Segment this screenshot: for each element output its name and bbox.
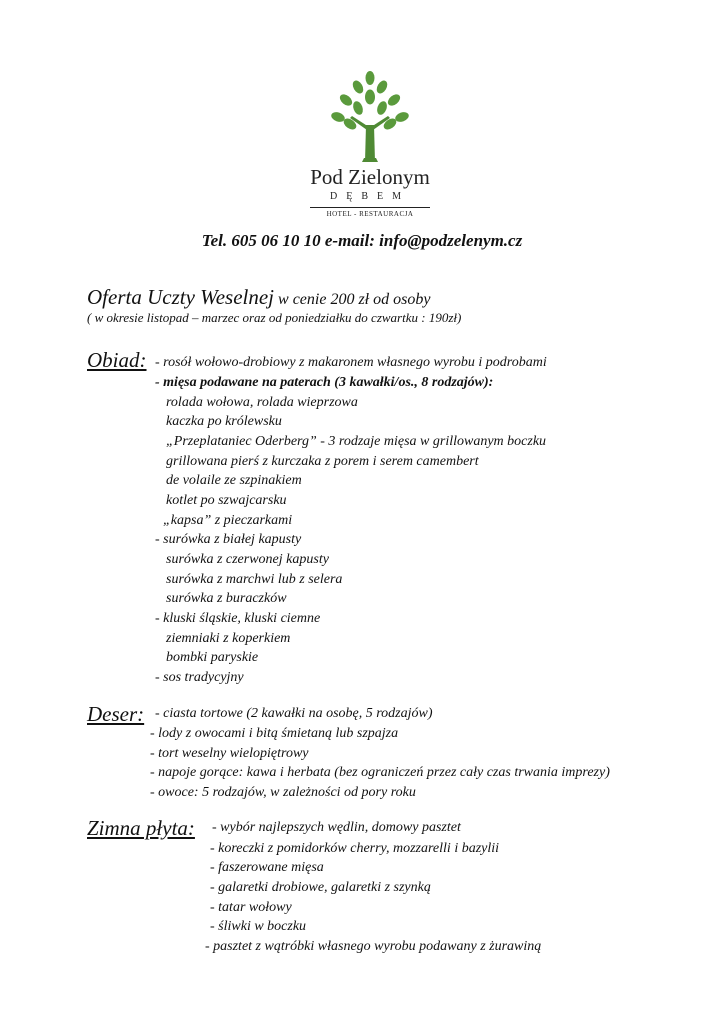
- menu-line: „Przeplataniec Oderberg” - 3 rodzaje mięsa w grillowanym boczku: [166, 434, 547, 449]
- logo-divider: [310, 207, 430, 208]
- offer-title-main: Oferta Uczty Weselnej: [87, 285, 275, 309]
- menu-line: bombki paryskie: [166, 650, 259, 665]
- logo-name: Pod Zielonym: [310, 165, 430, 189]
- offer-note: ( w okresie listopad – marzec oraz od poniedziałku do czwartku : 190zł): [87, 310, 462, 325]
- menu-line: - faszerowane mięsa: [210, 860, 324, 875]
- tree-logo-icon: [320, 70, 420, 165]
- menu-line: - sos tradycyjny: [155, 670, 244, 685]
- menu-line: - koreczki z pomidorków cherry, mozzarelli i bazylii: [210, 841, 500, 856]
- offer-price: w cenie 200 zł od osoby: [274, 291, 431, 308]
- menu-line: - tort weselny wielopiętrowy: [150, 746, 309, 761]
- offer-title: [87, 285, 430, 310]
- menu-line: - wybór najlepszych wędlin, domowy pasztet: [212, 820, 461, 835]
- menu-line: - owoce: 5 rodzajów, w zależności od pory roku: [150, 785, 416, 800]
- menu-line: - kluski śląskie, kluski ciemne: [155, 611, 321, 626]
- menu-line: - pasztet z wątróbki własnego wyrobu podawany z żurawiną: [205, 939, 542, 954]
- section-heading-obiad: Obiad:: [87, 348, 147, 372]
- menu-line: - napoje gorące: kawa i herbata (bez ograniczeń przez cały czas trwania imprezy): [150, 765, 610, 780]
- menu-line: surówka z czerwonej kapusty: [166, 552, 329, 567]
- menu-line: - tatar wołowy: [210, 900, 292, 915]
- menu-line: rolada wołowa, rolada wieprzowa: [166, 395, 358, 410]
- contact-info: Tel. 605 06 10 10 e-mail: info@podzelenym.cz: [201, 231, 523, 250]
- section-heading-deser: Deser:: [87, 702, 145, 726]
- restaurant-logo: [300, 70, 440, 220]
- menu-line: - śliwki w boczku: [210, 919, 307, 934]
- menu-line: surówka z buraczków: [166, 591, 287, 606]
- menu-line: de volaile ze szpinakiem: [166, 473, 302, 488]
- menu-line: - mięsa podawane na paterach (3 kawałki/os., 8 rodzajów):: [155, 375, 494, 390]
- menu-line: kotlet po szwajcarsku: [166, 493, 287, 508]
- logo-subtitle: DĘBEM: [330, 191, 410, 202]
- menu-line: grillowana pierś z kurczaka z porem i serem camembert: [166, 454, 479, 469]
- menu-line: - galaretki drobiowe, galaretki z szynką: [210, 880, 431, 895]
- menu-line: - ciasta tortowe (2 kawałki na osobę, 5 rodzajów): [155, 706, 433, 721]
- menu-line: - surówka z białej kapusty: [155, 532, 302, 547]
- section-heading-zimna-plyta: Zimna płyta:: [87, 816, 195, 840]
- menu-line: kaczka po królewsku: [166, 414, 282, 429]
- menu-line: ziemniaki z koperkiem: [166, 631, 291, 646]
- logo-tagline: HOTEL - RESTAURACJA: [326, 210, 414, 218]
- menu-line: - rosół wołowo-drobiowy z makaronem własnego wyrobu i podrobami: [155, 355, 547, 370]
- menu-line: surówka z marchwi lub z selera: [166, 572, 343, 587]
- menu-line: - lody z owocami i bitą śmietaną lub szpajza: [150, 726, 399, 741]
- menu-line: „kapsa” z pieczarkami: [163, 513, 293, 528]
